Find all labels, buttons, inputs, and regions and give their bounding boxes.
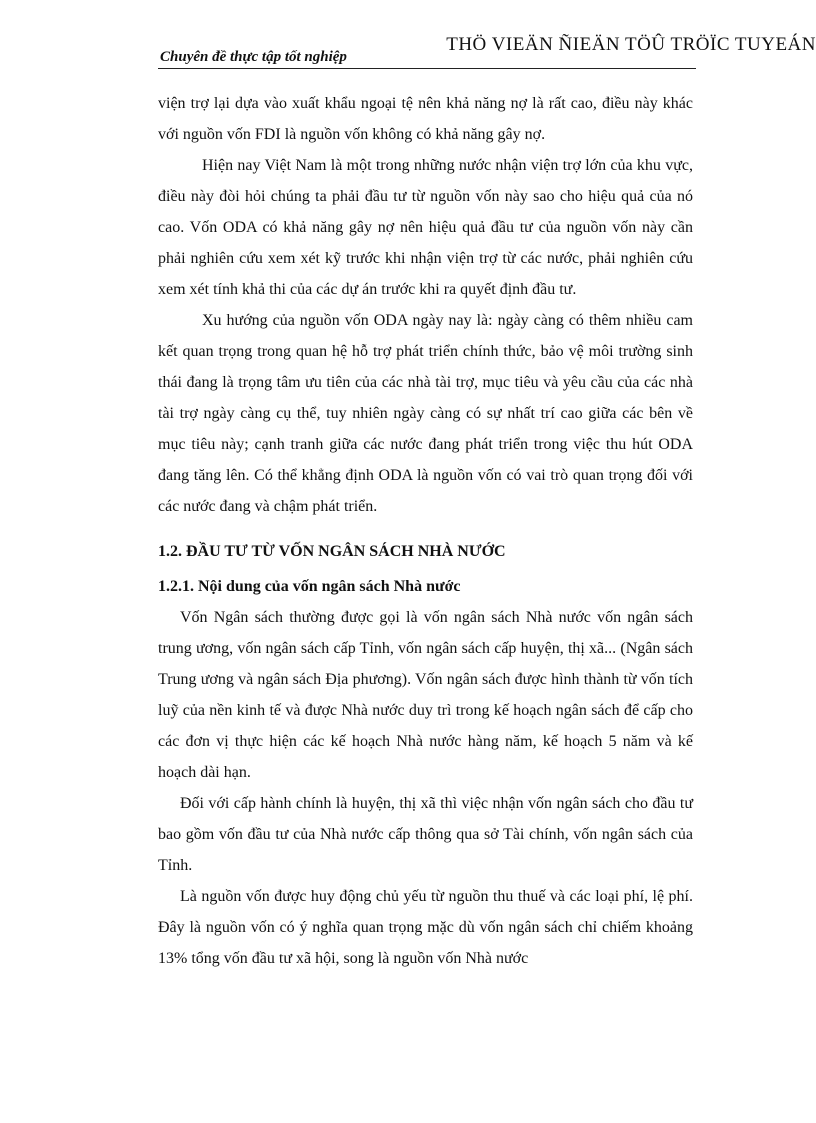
header-library-name: THÖ VIEÄN ÑIEÄN TÖÛ TRÖÏC TUYEÁN — [446, 34, 816, 55]
header-title: Chuyên đề thực tập tốt nghiệp — [160, 49, 347, 65]
paragraph: viện trợ lại dựa vào xuất khẩu ngoại tệ nên khả năng nợ là rất cao, điều này khác với nguồn vốn FDI là nguồn vốn không có khả năng gây nợ. — [158, 95, 693, 143]
paragraph: Vốn Ngân sách thường được gọi là vốn ngân sách Nhà nước vốn ngân sách trung ương, vốn ngân sách cấp Tỉnh, vốn ngân sách cấp huyện, thị xã... (Ngân sách Trung ương và ngân sách Địa phương). Vốn ngân sách được hình thành từ vốn tích luỹ của nền kinh tế và được Nhà nước duy trì trong kế hoạch ngân sách để cấp cho các đơn vị thực hiện các kế hoạch Nhà nước hàng năm, kế hoạch 5 năm và kế hoạch dài hạn. — [158, 609, 693, 781]
paragraph: Hiện nay Việt Nam là một trong những nước nhận viện trợ lớn của khu vực, điều này đòi hỏi chúng ta phải đầu tư từ nguồn vốn này sao cho hiệu quả của nó cao. Vốn ODA có khả năng gây nợ nên hiệu quả đầu tư của nguồn vốn này cần phải nghiên cứu xem xét kỹ trước khi nhận viện trợ từ các nước, phải nghiên cứu xem xét tính khả thi của các dự án trước khi ra quyết định đầu tư. — [158, 157, 693, 298]
paragraph: Xu hướng của nguồn vốn ODA ngày nay là: ngày càng có thêm nhiều cam kết quan trọng trong quan hệ hỗ trợ phát triển chính thức, bảo vệ môi trường sinh thái đang là trọng tâm ưu tiên của các nhà tài trợ, mục tiêu và yêu cầu của các nhà tài trợ ngày càng cụ thể, tuy nhiên ngày càng có sự nhất trí cao giữa các bên về mục tiêu này; cạnh tranh giữa các nước đang phát triển trong việc thu hút ODA đang tăng lên. Có thể khẳng định ODA là nguồn vốn có vai trò quan trọng đối với các nước đang và chậm phát triển. — [158, 312, 693, 515]
section-heading: 1.2. ĐẦU TƯ TỪ VỐN NGÂN SÁCH NHÀ NƯỚC — [158, 543, 506, 560]
subsection-heading: 1.2.1. Nội dung của vốn ngân sách Nhà nước — [158, 578, 461, 595]
document-body — [158, 88, 693, 974]
page-header — [158, 32, 816, 69]
paragraph: Đối với cấp hành chính là huyện, thị xã thì việc nhận vốn ngân sách cho đầu tư bao gồm vốn đầu tư của Nhà nước cấp thông qua sở Tài chính, vốn ngân sách của Tỉnh. — [158, 795, 693, 874]
paragraph: Là nguồn vốn được huy động chủ yếu từ nguồn thu thuế và các loại phí, lệ phí. Đây là nguồn vốn có ý nghĩa quan trọng mặc dù vốn ngân sách chỉ chiếm khoảng 13% tổng vốn đầu tư xã hội, song là nguồn vốn Nhà nước — [158, 888, 693, 967]
